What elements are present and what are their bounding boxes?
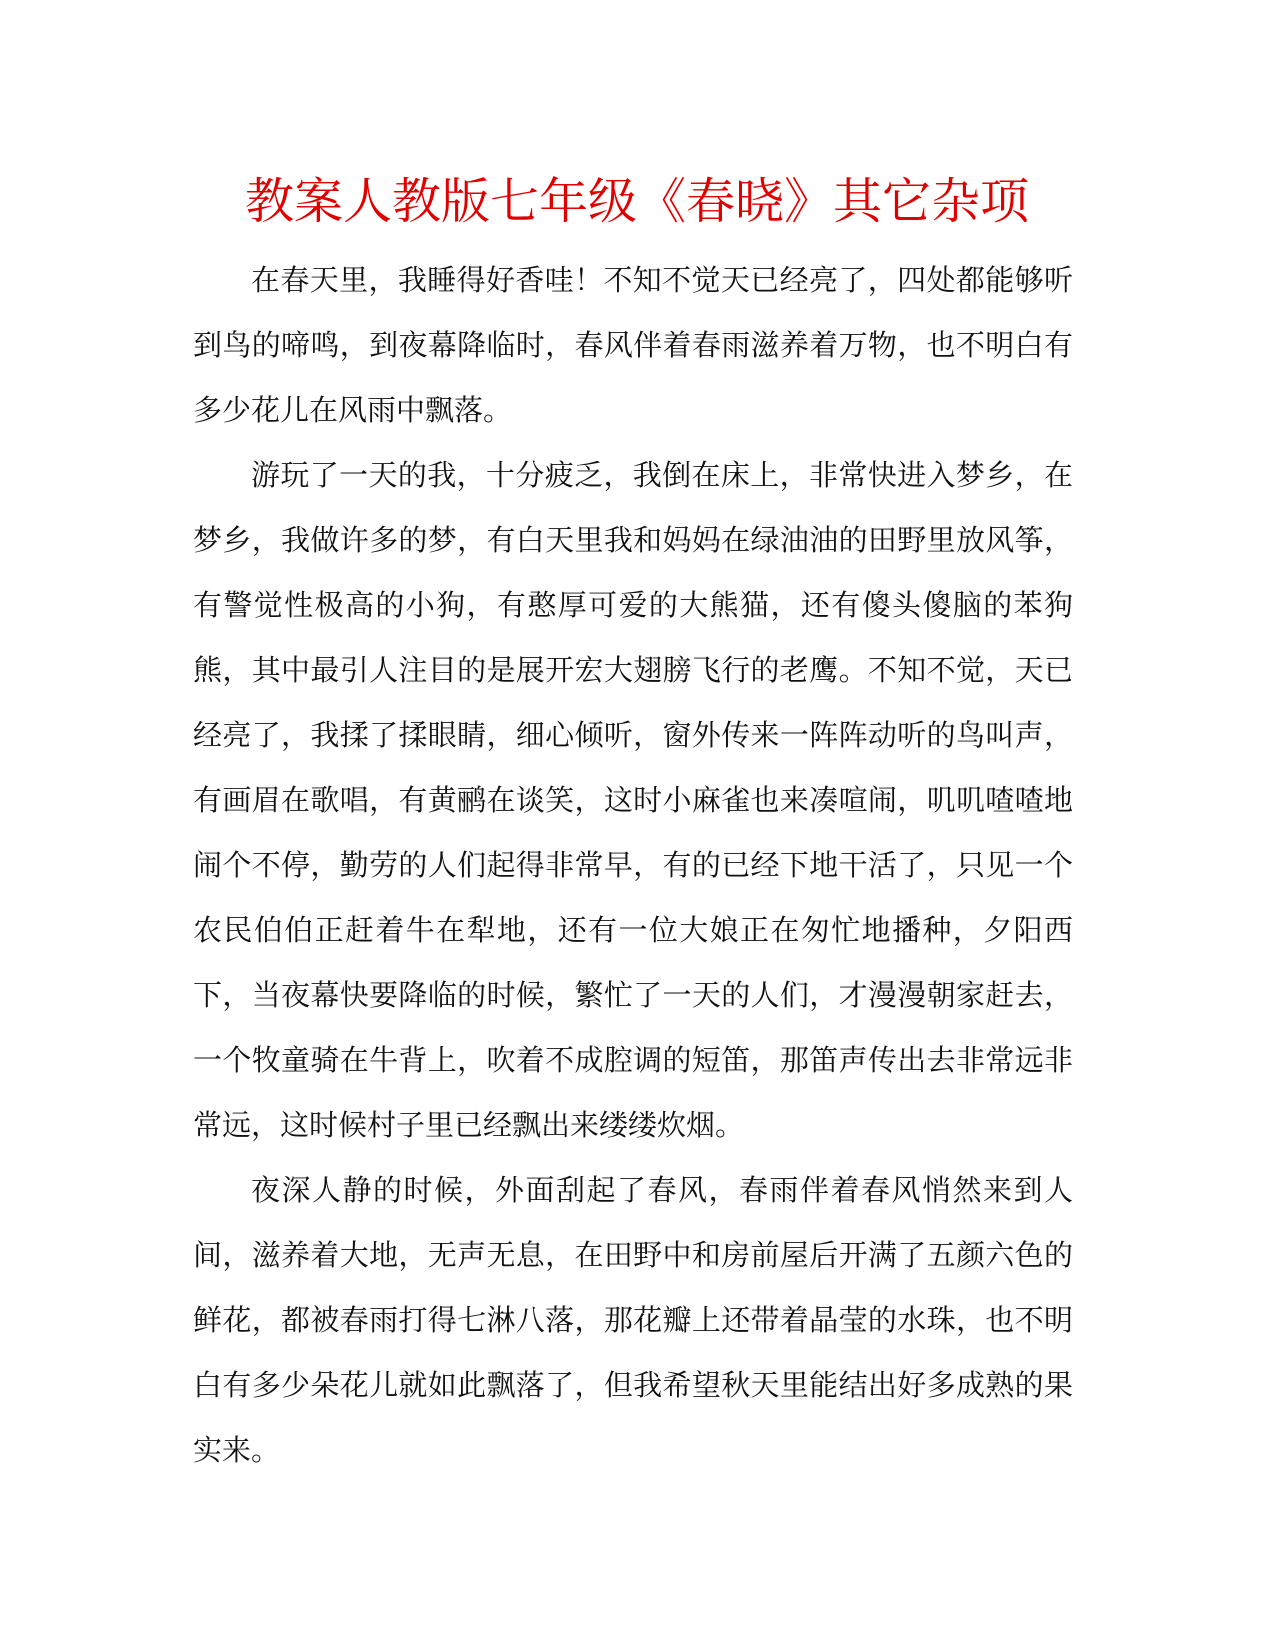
paragraph-3: 夜深人静的时候，外面刮起了春风，春雨伴着春风悄然来到人间，滋养着大地，无声无息，在田野中和房前屋后开满了五颜六色的鲜花，都被春雨打得七淋八落，那花瓣上还带着晶莹的水珠，也不明白有多少朵花儿就如此飘落了，但我希望秋天里能结出好多成熟的果实来。 (193, 1173, 1073, 1467)
document-title: 教案人教版七年级《春晓》其它杂项 (244, 173, 1029, 230)
document-body (193, 248, 1073, 1483)
paragraph-1: 在春天里，我睡得好香哇！不知不觉天已经亮了，四处都能够听到鸟的啼鸣，到夜幕降临时，春风伴着春雨滋养着万物，也不明白有多少花儿在风雨中飘落。 (193, 263, 1073, 427)
paragraph-2: 游玩了一天的我，十分疲乏，我倒在床上，非常快进入梦乡，在梦乡，我做许多的梦，有白天里我和妈妈在绿油油的田野里放风筝，有警觉性极高的小狗，有憨厚可爱的大熊猫，还有傻头傻脑的苯狗熊，其中最引人注目的是展开宏大翅膀飞行的老鹰。不知不觉，天已经亮了，我揉了揉眼睛，细心倾听，窗外传来一阵阵动听的鸟叫声，有画眉在歌唱，有黄鹂在谈笑，这时小麻雀也来凑喧闹，叽叽喳喳地闹个不停，勤劳的人们起得非常早，有的已经下地干活了，只见一个农民伯伯正赶着牛在犁地，还有一位大娘正在匆忙地播种，夕阳西下，当夜幕快要降临的时候，繁忙了一天的人们，才漫漫朝家赶去，一个牧童骑在牛背上，吹着不成腔调的短笛，那笛声传出去非常远非常远，这时候村子里已经飘出来缕缕炊烟。 (193, 458, 1073, 1142)
